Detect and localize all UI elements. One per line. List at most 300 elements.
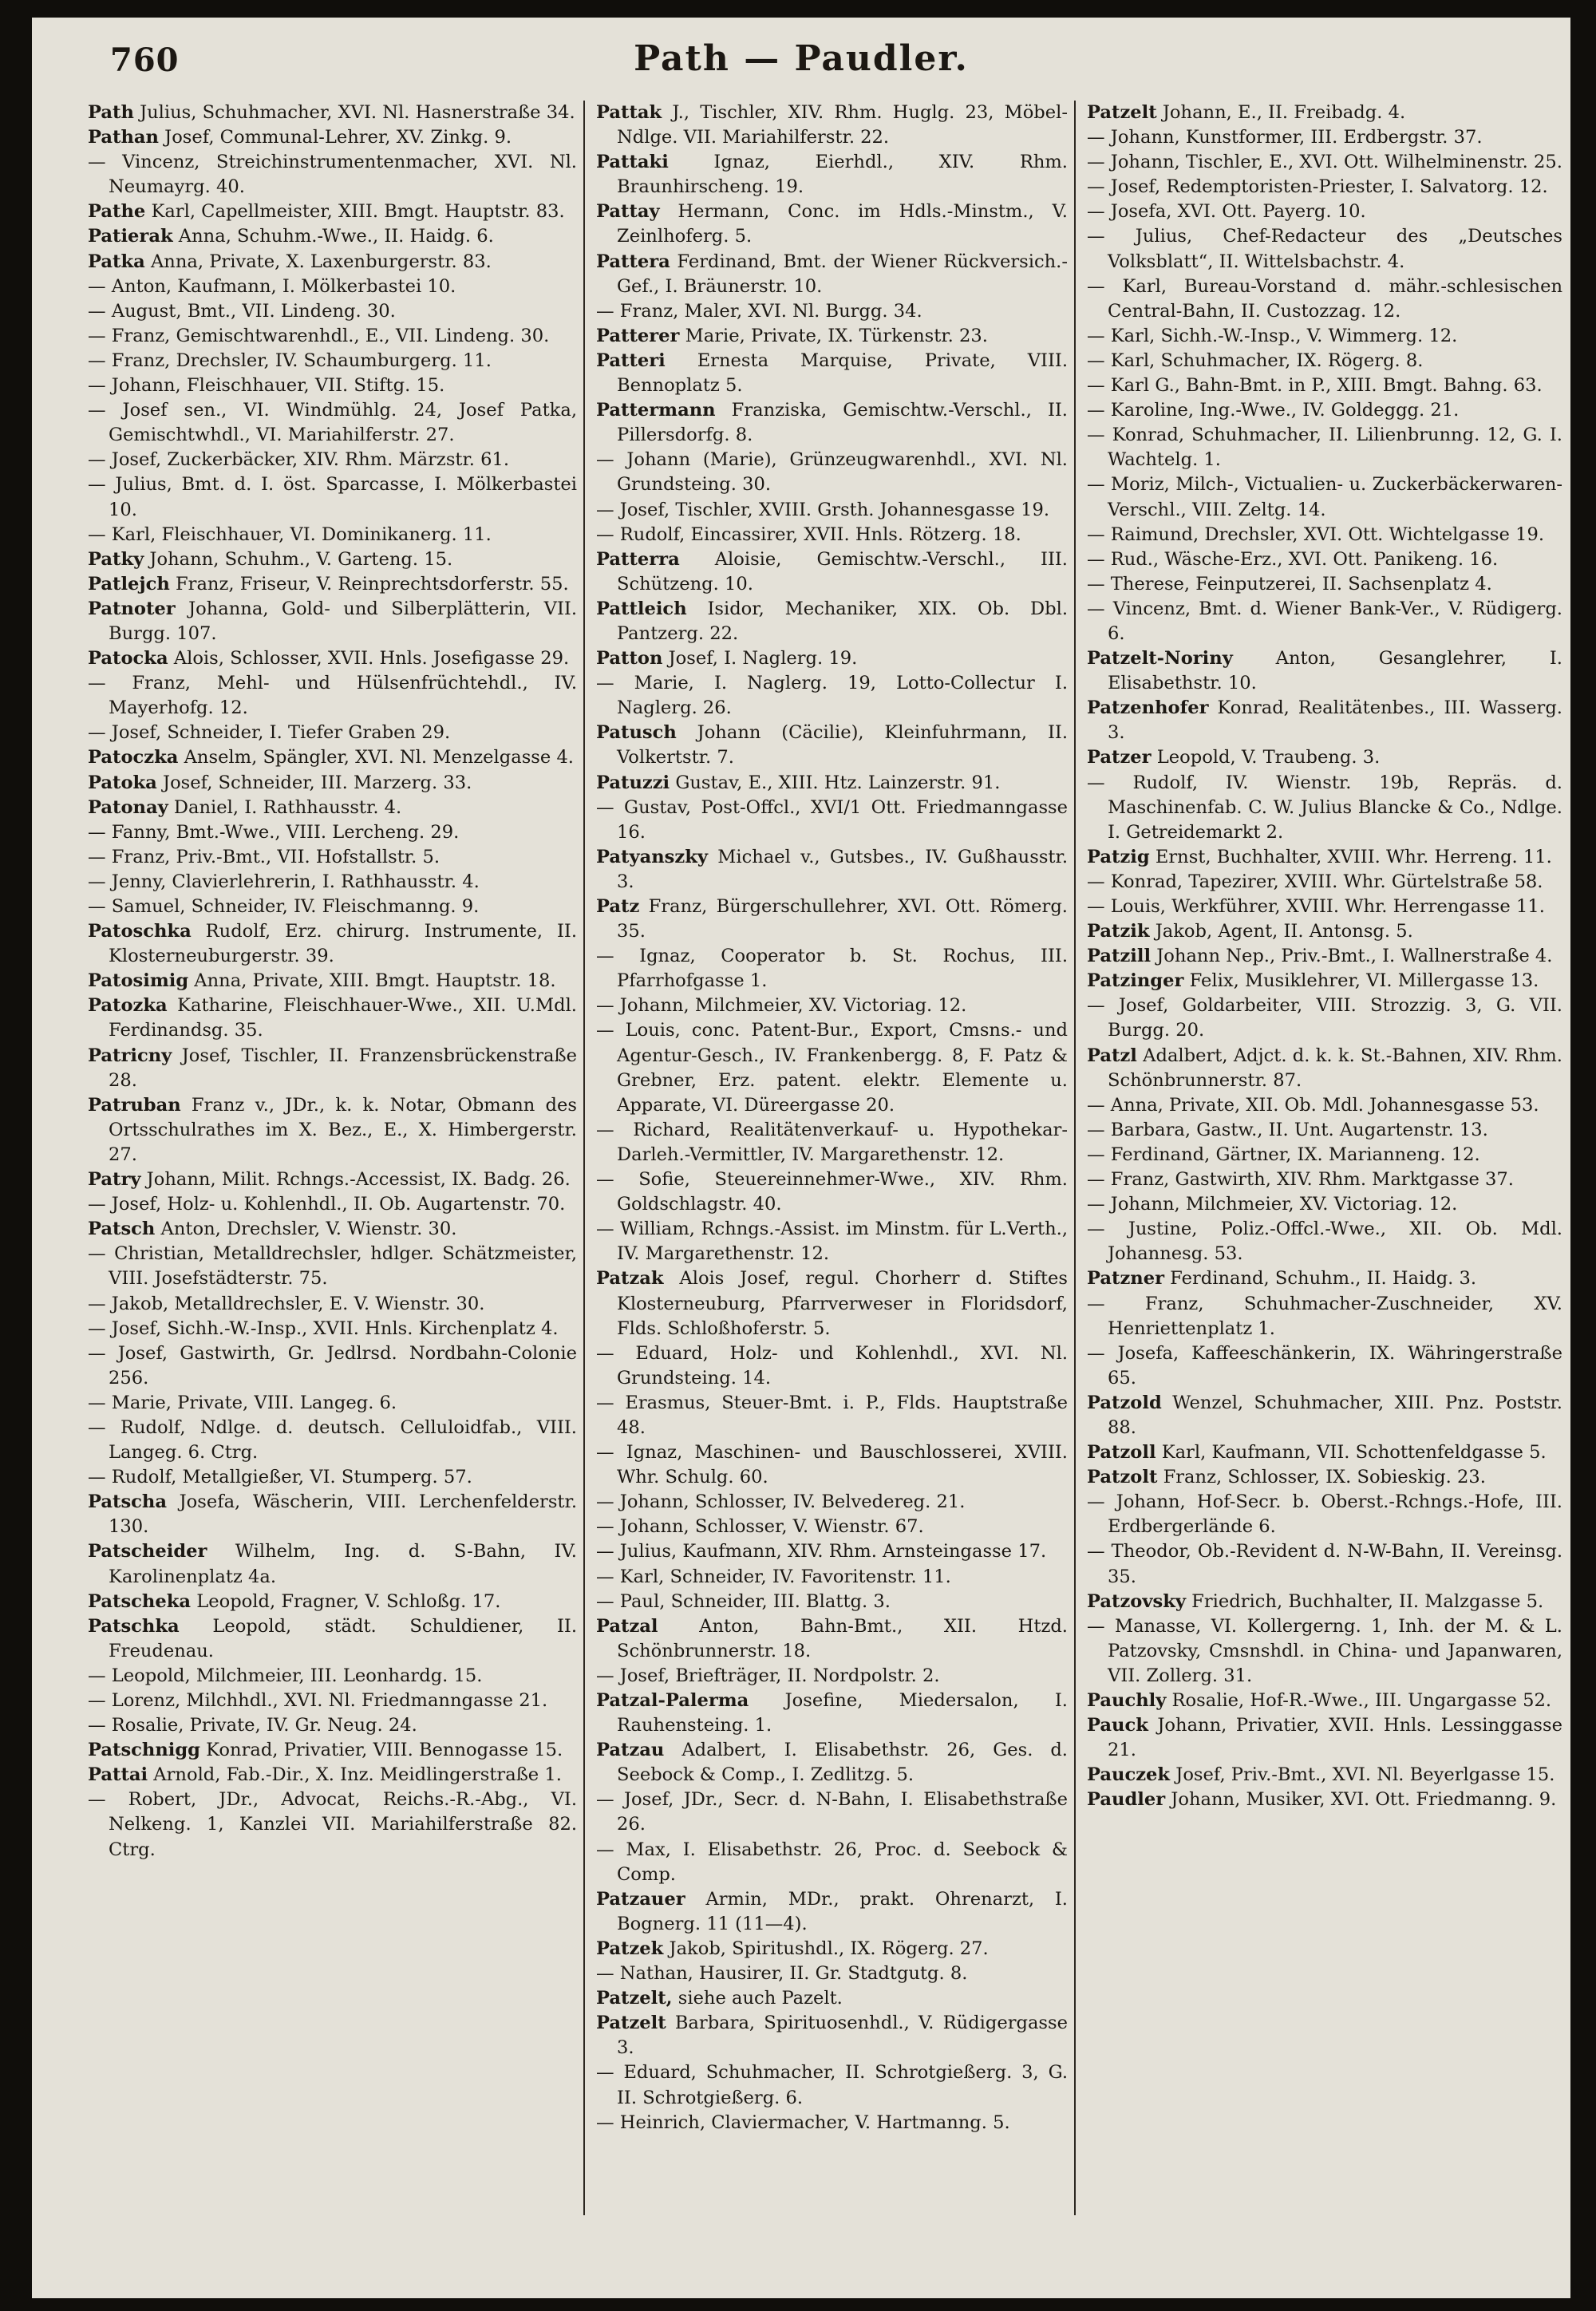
entry-details: Franz, Bürgerschullehrer, XVI. Ott. Römerg. 35. — [617, 896, 1068, 942]
entry-surname: Patzik — [1087, 921, 1150, 942]
entry-surname: Patzelt — [1087, 102, 1157, 123]
directory-entry — [596, 150, 1068, 199]
directory-entry — [88, 1738, 577, 1763]
directory-entry — [88, 472, 577, 522]
directory-entry — [596, 299, 1068, 324]
entry-surname: Patzinger — [1087, 970, 1184, 992]
entry-surname: Patry — [88, 1169, 141, 1191]
directory-entry — [596, 1266, 1068, 1341]
entry-surname: Patterer — [596, 325, 680, 346]
entry-details: Ignaz, Eierhdl., XIV. Rhm. Braunhirscheng. 19. — [617, 152, 1068, 198]
entry-details: — Samuel, Schneider, IV. Fleischmanng. 9. — [88, 896, 480, 917]
directory-entry — [1087, 1465, 1562, 1490]
entry-surname: Patzal-Palerma — [596, 1690, 749, 1711]
directory-columns — [85, 101, 1569, 2215]
directory-entry — [88, 796, 577, 820]
entry-details: — Karl, Schneider, IV. Favoritenstr. 11. — [596, 1566, 951, 1587]
directory-entry — [596, 771, 1068, 796]
entry-details: — Johann, Schlosser, V. Wienstr. 67. — [596, 1516, 924, 1538]
entry-surname: Pattermann — [596, 400, 716, 421]
directory-entry — [1087, 845, 1562, 870]
directory-entry — [596, 101, 1068, 150]
entry-surname: Patzovsky — [1087, 1590, 1186, 1612]
entry-details: Franz, Schlosser, IX. Sobieskig. 23. — [1157, 1467, 1486, 1488]
directory-entry — [596, 1788, 1068, 1837]
entry-surname: Patyanszky — [596, 846, 708, 867]
directory-entry — [88, 671, 577, 721]
directory-entry — [88, 597, 577, 646]
entry-details: Anton, Bahn-Bmt., XII. Htzd. Schönbrunnerstr. 18. — [617, 1615, 1068, 1661]
directory-entry — [1087, 919, 1562, 944]
directory-entry — [88, 1093, 577, 1167]
entry-details: — Rudolf, IV. Wienstr. 19b, Repräs. d. Maschinenfab. C. W. Julius Blancke & Co., Ndlge. I. Getreidemarkt 2. — [1087, 772, 1562, 843]
entry-details: Josef, Schneider, III. Marzerg. 33. — [156, 772, 472, 793]
directory-entry — [1087, 175, 1562, 199]
entry-details: — Christian, Metalldrechsler, hdlger. Schätzmeister, VIII. Josefstädterstr. 75. — [88, 1243, 577, 1290]
directory-entry — [1087, 423, 1562, 472]
directory-entry — [88, 1192, 577, 1217]
directory-entry — [1087, 870, 1562, 895]
entry-details: Arnold, Fab.-Dir., X. Inz. Meidlingerstraße 1. — [148, 1764, 562, 1786]
directory-entry — [1087, 150, 1562, 175]
directory-entry — [596, 944, 1068, 994]
directory-entry — [88, 448, 577, 472]
directory-entry — [1087, 1713, 1562, 1763]
directory-entry — [1087, 1440, 1562, 1465]
entry-surname: Patscha — [88, 1491, 168, 1513]
directory-entry — [1087, 324, 1562, 349]
directory-entry — [1087, 944, 1562, 969]
entry-details: — Konrad, Tapezirer, XVIII. Whr. Gürtelstraße 58. — [1087, 871, 1543, 892]
directory-entry — [1087, 1539, 1562, 1589]
entry-details: — Vincenz, Streichinstrumentenmacher, XVI. Nl. Neumayrg. 40. — [88, 152, 577, 198]
directory-entry — [88, 125, 577, 150]
directory-entry — [1087, 1490, 1562, 1539]
directory-entry — [88, 150, 577, 199]
directory-entry — [88, 1167, 577, 1192]
entry-details: Wilhelm, Ing. d. S-Bahn, IV. Karolinenplatz 4a. — [109, 1541, 577, 1587]
entry-surname: Patteri — [596, 350, 666, 371]
directory-entry — [596, 498, 1068, 523]
entry-details: Aloisie, Gemischtw.-Verschl., III. Schützeng. 10. — [617, 548, 1068, 595]
entry-details: — Max, I. Elisabethstr. 26, Proc. d. Seebock & Comp. — [596, 1839, 1068, 1885]
entry-details: — Johann, Fleischhauer, VII. Stiftg. 15. — [88, 375, 445, 397]
entry-details: — Johann, Schlosser, IV. Belvedereg. 21. — [596, 1491, 966, 1513]
entry-surname: Pauck — [1087, 1715, 1148, 1736]
entry-surname: Pattaki — [596, 152, 669, 173]
entry-details: — Josef, Briefträger, II. Nordpolstr. 2. — [596, 1665, 940, 1686]
entry-surname: Patonay — [88, 796, 168, 818]
entry-details: — Julius, Bmt. d. I. öst. Sparcasse, I. Mölkerbastei 10. — [88, 474, 577, 520]
directory-entry — [1087, 125, 1562, 150]
entry-details: Johann (Cäcilie), Kleinfuhrmann, II. Volkertstr. 7. — [617, 722, 1068, 768]
entry-details: — Rosalie, Private, IV. Gr. Neug. 24. — [88, 1715, 417, 1736]
directory-entry — [1087, 547, 1562, 572]
entry-details: Barbara, Spirituosenhdl., V. Rüdigergasse 3. — [617, 2013, 1068, 2059]
entry-details: — Johann, Kunstformer, III. Erdbergstr. 37. — [1087, 127, 1483, 148]
entry-details: — Josefa, Kaffeeschänkerin, IX. Währingerstraße 65. — [1087, 1342, 1562, 1389]
directory-entry — [88, 1292, 577, 1317]
entry-details: — Johann, Milchmeier, XV. Victoriag. 12. — [1087, 1194, 1458, 1215]
directory-entry — [1087, 646, 1562, 696]
directory-entry — [1087, 101, 1562, 125]
directory-entry — [88, 1664, 577, 1689]
entry-surname: Patlejch — [88, 573, 170, 595]
entry-surname: Pattak — [596, 102, 662, 123]
directory-entry — [1087, 1763, 1562, 1788]
entry-details: — Therese, Feinputzerei, II. Sachsenplatz 4. — [1087, 573, 1492, 595]
entry-details: — Franz, Drechsler, IV. Schaumburgerg. 11. — [88, 350, 492, 371]
entry-details: siehe auch Pazelt. — [672, 1988, 843, 2009]
entry-surname: Patzelt — [596, 2013, 666, 2034]
directory-entry — [88, 895, 577, 919]
entry-details: — Marie, I. Naglerg. 19, Lotto-Collectur I. Naglerg. 26. — [596, 673, 1068, 719]
directory-entry — [1087, 398, 1562, 423]
entry-details: — Julius, Chef-Redacteur des „Deutsches Volksblatt“, II. Wittelsbachstr. 4. — [1087, 226, 1562, 272]
directory-entry — [1087, 1217, 1562, 1266]
directory-entry — [1087, 373, 1562, 398]
entry-surname: Patoczka — [88, 747, 179, 768]
directory-entry — [596, 1217, 1068, 1266]
entry-details: Konrad, Realitätenbes., III. Wasserg. 3. — [1108, 697, 1562, 744]
entry-details: — Julius, Kaufmann, XIV. Rhm. Arnsteingasse 17. — [596, 1541, 1047, 1562]
entry-details: — Barbara, Gastw., II. Unt. Augartenstr. 13. — [1087, 1119, 1488, 1140]
directory-entry — [596, 845, 1068, 895]
entry-details: Julius, Schuhmacher, XVI. Nl. Hasnerstraße 34. — [133, 102, 575, 123]
entry-surname: Patzal — [596, 1615, 658, 1637]
entry-details: — Leopold, Milchmeier, III. Leonhardg. 15. — [88, 1665, 483, 1686]
entry-details: Alois, Schlosser, XVII. Hnls. Josefigasse 29. — [168, 648, 570, 670]
entry-surname: Patzak — [596, 1268, 664, 1290]
directory-entry — [1087, 1118, 1562, 1143]
entry-details: Karl, Capellmeister, XIII. Bmgt. Hauptstr. 83. — [145, 201, 565, 223]
directory-entry — [596, 1539, 1068, 1564]
entry-details: Isidor, Mechaniker, XIX. Ob. Dbl. Pantzerg. 22. — [617, 598, 1068, 644]
entry-details: Johann Nep., Priv.-Bmt., I. Wallnerstraße 4. — [1151, 946, 1553, 967]
entry-surname: Pathe — [88, 201, 146, 223]
directory-entry — [1087, 1590, 1562, 1614]
entry-details: Rudolf, Erz. chirurg. Instrumente, II. Klosterneuburgerstr. 39. — [109, 921, 577, 967]
entry-details: — Heinrich, Claviermacher, V. Hartmanng. 5. — [596, 2112, 1010, 2133]
entry-surname: Patzold — [1087, 1392, 1162, 1413]
directory-entry — [88, 1713, 577, 1738]
entry-surname: Patozka — [88, 995, 168, 1017]
directory-entry — [88, 224, 577, 249]
entry-details: Karl, Kaufmann, VII. Schottenfeldgasse 5. — [1156, 1442, 1547, 1464]
entry-details: — Franz, Schuhmacher-Zuschneider, XV. Henriettenplatz 1. — [1087, 1293, 1562, 1339]
entry-details: Franz v., JDr., k. k. Notar, Obmann des Ortsschulrathes im X. Bez., E., X. Himbergerstr. 27. — [109, 1094, 577, 1165]
directory-entry — [88, 820, 577, 845]
entry-surname: Patzig — [1087, 846, 1150, 867]
entry-surname: Patzek — [596, 1938, 664, 1959]
directory-entry — [88, 101, 577, 125]
entry-details: Franz, Friseur, V. Reinprechtsdorferstr. 55. — [169, 573, 569, 595]
entry-surname: Patzau — [596, 1740, 665, 1761]
entry-details: — Jenny, Clavierlehrerin, I. Rathhausstr. 4. — [88, 871, 480, 892]
directory-entry — [1087, 895, 1562, 919]
entry-details: Hermann, Conc. im Hdls.-Minstm., V. Zeinlhoferg. 5. — [617, 201, 1068, 247]
entry-details: Josefa, Wäscherin, VIII. Lerchenfelderstr. 130. — [109, 1491, 577, 1538]
entry-surname: Pattleich — [596, 598, 687, 619]
directory-entry — [596, 1590, 1068, 1614]
directory-entry — [596, 1167, 1068, 1217]
directory-entry — [88, 373, 577, 398]
directory-entry — [88, 1217, 577, 1242]
entry-surname: Patnoter — [88, 598, 176, 619]
directory-entry — [596, 2011, 1068, 2060]
directory-entry — [88, 572, 577, 597]
directory-entry — [88, 199, 577, 224]
entry-details: — Johann, Milchmeier, XV. Victoriag. 12. — [596, 995, 967, 1017]
entry-details: — Josef, JDr., Secr. d. N-Bahn, I. Elisabethstraße 26. — [596, 1789, 1068, 1835]
directory-entry — [596, 523, 1068, 547]
directory-entry — [88, 646, 577, 671]
entry-details: Johann, E., II. Freibadg. 4. — [1156, 102, 1406, 123]
entry-details: — Manasse, VI. Kollergerng. 1, Inh. der M. & L. Patzovsky, Cmsnshdl. in China- und Japanwaren, VII. Zollerg. 31. — [1087, 1615, 1562, 1686]
entry-details: Anton, Gesanglehrer, I. Elisabethstr. 10. — [1108, 648, 1562, 694]
entry-details: — August, Bmt., VII. Lindeng. 30. — [88, 300, 396, 322]
directory-entry — [596, 2111, 1068, 2135]
directory-entry — [88, 1044, 577, 1093]
entry-surname: Pattai — [88, 1764, 148, 1786]
entry-details: Franziska, Gemischtw.-Verschl., II. Pillersdorfg. 8. — [617, 400, 1068, 446]
entry-details: — Josef sen., VI. Windmühlg. 24, Josef Patka, Gemischtwhdl., VI. Mariahilferstr. 27. — [88, 400, 577, 446]
entry-details: — Franz, Priv.-Bmt., VII. Hofstallstr. 5. — [88, 846, 440, 867]
entry-details: Leopold, städt. Schuldiener, II. Freudenau. — [109, 1615, 577, 1661]
entry-details: — Karl, Schuhmacher, IX. Rögerg. 8. — [1087, 350, 1424, 371]
directory-entry — [88, 969, 577, 994]
directory-entry — [596, 671, 1068, 721]
entry-details: — Franz, Gemischtwarenhdl., E., VII. Lindeng. 30. — [88, 325, 550, 346]
directory-entry — [596, 2060, 1068, 2110]
entry-details: Ferdinand, Bmt. der Wiener Rückversich.-Gef., I. Bräunerstr. 10. — [617, 251, 1068, 297]
directory-entry — [596, 646, 1068, 671]
directory-entry — [88, 1689, 577, 1713]
entry-surname: Path — [88, 102, 134, 123]
entry-details: — Josef, Redemptoristen-Priester, I. Salvatorg. 12. — [1087, 176, 1548, 198]
directory-entry — [88, 721, 577, 745]
directory-entry — [596, 1986, 1068, 2011]
directory-entry — [88, 349, 577, 373]
directory-entry — [1087, 572, 1562, 597]
entry-details: — Johann, Tischler, E., XVI. Ott. Wilhelminenstr. 25. — [1087, 152, 1562, 173]
entry-details: — Nathan, Hausirer, II. Gr. Stadtgutg. 8. — [596, 1963, 968, 1985]
entry-details: Josef, Communal-Lehrer, XV. Zinkg. 9. — [158, 127, 512, 148]
entry-details: Friedrich, Buchhalter, II. Malzgasse 5. — [1186, 1590, 1544, 1612]
directory-entry — [596, 349, 1068, 398]
entry-details: Adalbert, Adjct. d. k. k. St.-Bahnen, XIV. Rhm. Schönbrunnerstr. 87. — [1108, 1045, 1562, 1091]
entry-details: — Franz, Gastwirth, XIV. Rhm. Marktgasse 37. — [1087, 1169, 1514, 1191]
entry-details: — Ignaz, Maschinen- und Bauschlosserei, XVIII. Whr. Schulg. 60. — [596, 1442, 1068, 1488]
directory-entry — [88, 1317, 577, 1341]
directory-entry — [596, 1937, 1068, 1961]
directory-entry — [596, 1961, 1068, 1986]
entry-surname: Patusch — [596, 722, 677, 744]
entry-details: — Josef, Zuckerbäcker, XIV. Rhm. Märzstr. 61. — [88, 449, 510, 471]
directory-entry — [1087, 1391, 1562, 1440]
entry-details: — Justine, Poliz.-Offcl.-Wwe., XII. Ob. Mdl. Johannesg. 53. — [1087, 1219, 1562, 1265]
directory-entry — [88, 1341, 577, 1391]
directory-entry — [1087, 1788, 1562, 1812]
entry-details: — Josef, Tischler, XVIII. Grsth. Johannesgasse 19. — [596, 499, 1050, 520]
entry-details: Johann, Privatier, XVII. Hnls. Lessinggasse 21. — [1108, 1715, 1562, 1761]
entry-surname: Patky — [88, 548, 144, 570]
entry-details: — Gustav, Post-Offcl., XVI/1 Ott. Friedmanngasse 16. — [596, 796, 1068, 843]
entry-details: Anna, Schuhm.-Wwe., II. Haidg. 6. — [172, 226, 494, 247]
entry-details: — Ferdinand, Gärtner, IX. Marianneng. 12. — [1087, 1144, 1480, 1165]
directory-entry — [1087, 745, 1562, 770]
entry-details: — Rud., Wäsche-Erz., XVI. Ott. Panikeng. 16. — [1087, 548, 1499, 570]
entry-surname: Paudler — [1087, 1789, 1166, 1811]
entry-details: — Johann (Marie), Grünzeugwarenhdl., XVI. Nl. Grundsteing. 30. — [596, 449, 1068, 496]
entry-details: — Karl G., Bahn-Bmt. in P., XIII. Bmgt. Bahng. 63. — [1087, 375, 1543, 397]
directory-entry — [88, 845, 577, 870]
entry-surname: Patton — [596, 648, 663, 670]
directory-entry — [1087, 199, 1562, 224]
directory-entry — [1087, 597, 1562, 646]
entry-surname: Pauchly — [1087, 1690, 1167, 1711]
directory-entry — [88, 745, 577, 770]
entry-details: — Marie, Private, VIII. Langeg. 6. — [88, 1392, 397, 1413]
entry-surname: Patzelt-Noriny — [1087, 648, 1233, 670]
entry-details: — Vincenz, Bmt. d. Wiener Bank-Ver., V. Rüdigerg. 6. — [1087, 598, 1562, 644]
entry-details: — Moriz, Milch-, Victualien- u. Zuckerbäckerwaren-Verschl., VIII. Zeltg. 14. — [1087, 474, 1562, 520]
directory-entry — [88, 1416, 577, 1465]
entry-details: — Rudolf, Ndlge. d. deutsch. Celluloidfab., VIII. Langeg. 6. Ctrg. — [88, 1416, 577, 1464]
entry-details: Johann, Schuhm., V. Garteng. 15. — [144, 548, 453, 570]
entry-surname: Patscheka — [88, 1590, 192, 1612]
entry-surname: Pathan — [88, 127, 159, 148]
entry-surname: Patscheider — [88, 1541, 207, 1562]
directory-entry — [1087, 994, 1562, 1043]
directory-entry — [88, 275, 577, 299]
entry-surname: Patzl — [1087, 1045, 1137, 1066]
directory-entry — [88, 1465, 577, 1490]
entry-details: — Eduard, Holz- und Kohlenhdl., XVI. Nl. Grundsteing. 14. — [596, 1342, 1068, 1389]
entry-details: Leopold, V. Traubeng. 3. — [1151, 747, 1381, 768]
directory-entry — [596, 895, 1068, 944]
entry-details: Katharine, Fleischhauer-Wwe., XII. U.Mdl. Ferdinandsg. 35. — [109, 995, 577, 1041]
entry-details: Jakob, Agent, II. Antonsg. 5. — [1149, 921, 1413, 942]
entry-details: — Josef, Sichh.-W.-Insp., XVII. Hnls. Kirchenplatz 4. — [88, 1317, 559, 1339]
directory-entry — [1087, 349, 1562, 373]
entry-details: — Paul, Schneider, III. Blattg. 3. — [596, 1590, 891, 1612]
running-head: Path — Paudler. — [634, 38, 969, 79]
entry-surname: Patzner — [1087, 1268, 1164, 1290]
entry-details: Marie, Private, IX. Türkenstr. 23. — [679, 325, 988, 346]
directory-entry — [1087, 1044, 1562, 1093]
entry-surname: Patz — [596, 896, 640, 917]
page-header — [54, 18, 1548, 86]
entry-details: Josef, Priv.-Bmt., XVI. Nl. Beyerlgasse 15. — [1170, 1764, 1555, 1786]
entry-details: — Anton, Kaufmann, I. Mölkerbastei 10. — [88, 275, 456, 297]
entry-details: Jakob, Spiritushdl., IX. Rögerg. 27. — [663, 1938, 989, 1959]
entry-details: — Richard, Realitätenverkauf- u. Hypothekar-Darleh.-Vermittler, IV. Margarethenstr. 12. — [596, 1119, 1068, 1165]
entry-details: — Karl, Sichh.-W.-Insp., V. Wimmerg. 12. — [1087, 325, 1458, 346]
directory-entry — [596, 994, 1068, 1018]
entry-surname: Patricny — [88, 1045, 172, 1066]
entry-details: Ernesta Marquise, Private, VIII. Bennoplatz 5. — [617, 350, 1068, 397]
directory-entry — [596, 1018, 1068, 1117]
directory-entry — [596, 1118, 1068, 1167]
entry-details: Gustav, E., XIII. Htz. Lainzerstr. 91. — [670, 772, 1001, 793]
directory-entry — [88, 771, 577, 796]
entry-surname: Patschka — [88, 1615, 180, 1637]
directory-entry — [596, 1689, 1068, 1738]
entry-details: Anselm, Spängler, XVI. Nl. Menzelgasse 4. — [178, 747, 574, 768]
directory-entry — [1087, 1192, 1562, 1217]
entry-details: Josefine, Miedersalon, I. Rauhensteing. 1. — [617, 1690, 1068, 1736]
directory-entry — [88, 398, 577, 448]
directory-entry — [1087, 1292, 1562, 1341]
entry-details: Daniel, I. Rathhausstr. 4. — [168, 796, 402, 818]
directory-entry — [88, 523, 577, 547]
directory-entry — [596, 199, 1068, 249]
entry-details: Anna, Private, XIII. Bmgt. Hauptstr. 18. — [188, 970, 556, 992]
directory-entry — [88, 994, 577, 1043]
directory-entry — [596, 1614, 1068, 1664]
directory-entry — [1087, 1689, 1562, 1713]
directory-entry — [596, 1515, 1068, 1539]
entry-details: Johann, Milit. Rchngs.-Accessist, IX. Badg. 26. — [140, 1169, 571, 1191]
directory-entry — [596, 1887, 1068, 1937]
entry-details: Ferdinand, Schuhm., II. Haidg. 3. — [1164, 1268, 1477, 1290]
directory-entry — [1087, 696, 1562, 745]
directory-entry — [88, 1539, 577, 1589]
directory-entry — [596, 1838, 1068, 1887]
entry-details: — Anna, Private, XII. Ob. Mdl. Johannesgasse 53. — [1087, 1094, 1539, 1116]
entry-surname: Pattay — [596, 201, 660, 223]
column-3 — [1074, 101, 1569, 2215]
entry-details: — Josef, Gastwirth, Gr. Jedlrsd. Nordbahn-Colonie 256. — [88, 1342, 577, 1389]
directory-entry — [1087, 1341, 1562, 1391]
entry-details: — Josef, Goldarbeiter, VIII. Strozzig. 3, G. VII. Burgg. 20. — [1087, 995, 1562, 1041]
entry-details: — Karl, Fleischhauer, VI. Dominikanerg. 11. — [88, 523, 492, 545]
entry-details: — Franz, Maler, XVI. Nl. Burgg. 34. — [596, 300, 922, 322]
entry-details: — Josef, Holz- u. Kohlenhdl., II. Ob. Augartenstr. 70. — [88, 1194, 566, 1215]
entry-surname: Patosimig — [88, 970, 189, 992]
entry-details: Johann, Musiker, XVI. Ott. Friedmanng. 9. — [1165, 1789, 1557, 1811]
entry-details: — Eduard, Schuhmacher, II. Schrotgießerg. 3, G. II. Schrotgießerg. 6. — [596, 2062, 1068, 2108]
directory-entry — [88, 547, 577, 572]
directory-entry — [88, 1590, 577, 1614]
directory-entry — [596, 1490, 1068, 1515]
entry-surname: Patzoll — [1087, 1442, 1156, 1464]
directory-entry — [88, 1763, 577, 1788]
column-2 — [583, 101, 1074, 2215]
directory-entry — [1087, 523, 1562, 547]
directory-entry — [88, 1788, 577, 1862]
entry-surname: Patzolt — [1087, 1467, 1158, 1488]
entry-details: Leopold, Fragner, V. Schloßg. 17. — [191, 1590, 501, 1612]
entry-details: Josef, Tischler, II. Franzensbrückenstraße 28. — [109, 1045, 577, 1091]
entry-surname: Patzill — [1087, 946, 1152, 967]
directory-entry — [88, 1614, 577, 1664]
directory-entry — [1087, 1167, 1562, 1192]
entry-surname: Patierak — [88, 226, 173, 247]
entry-details: Michael v., Gutsbes., IV. Gußhausstr. 3. — [617, 846, 1068, 892]
directory-entry — [1087, 969, 1562, 994]
entry-details: Wenzel, Schuhmacher, XIII. Pnz. Poststr. 88. — [1108, 1392, 1562, 1438]
entry-details: J., Tischler, XIV. Rhm. Huglg. 23, Möbel-Ndlge. VII. Mariahilferstr. 22. — [617, 102, 1068, 148]
directory-entry — [596, 398, 1068, 448]
entry-details: — Sofie, Steuereinnehmer-Wwe., XIV. Rhm. Goldschlagstr. 40. — [596, 1169, 1068, 1215]
entry-surname: Patterra — [596, 548, 680, 570]
entry-surname: Patsch — [88, 1219, 156, 1240]
directory-entry — [596, 448, 1068, 497]
entry-details: — Karl, Bureau-Vorstand d. mähr.-schlesischen Central-Bahn, II. Custozzag. 12. — [1087, 275, 1562, 322]
entry-details: — Franz, Mehl- und Hülsenfrüchtehdl., IV. Mayerhofg. 12. — [88, 673, 577, 719]
